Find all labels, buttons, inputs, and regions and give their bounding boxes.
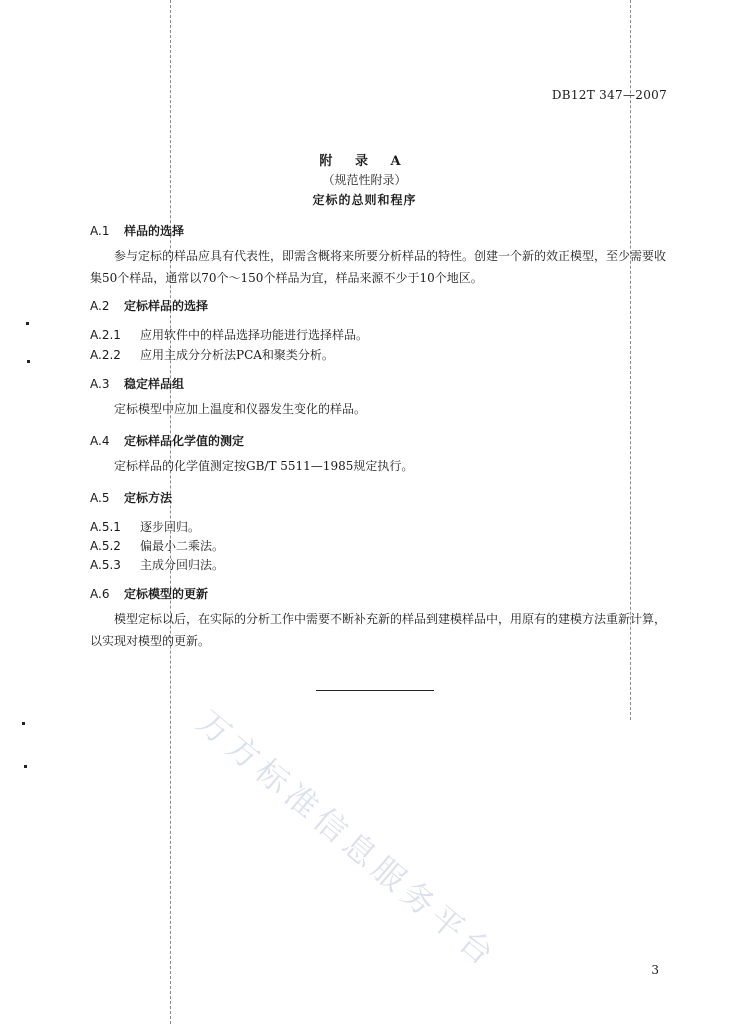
item-text: 主成分回归法。	[140, 558, 225, 572]
section-number: A.5	[90, 491, 110, 505]
watermark: 万方标准信息服务平台	[189, 702, 506, 976]
list-item	[90, 518, 200, 535]
annex-title: 附 录 A	[319, 154, 410, 169]
section-title: 定标方法	[124, 491, 173, 505]
section-heading	[90, 375, 184, 392]
end-rule	[316, 690, 434, 691]
item-number: A.5.1	[90, 520, 121, 534]
item-number: A.2.1	[90, 328, 121, 342]
item-number: A.5.2	[90, 539, 121, 553]
scan-speck	[27, 360, 30, 363]
section-number: A.4	[90, 434, 110, 448]
page-number: 3	[651, 963, 659, 977]
section-number: A.2	[90, 299, 110, 313]
section-heading	[90, 297, 208, 314]
scan-speck	[26, 322, 29, 325]
list-item	[90, 326, 368, 343]
section-title: 定标模型的更新	[124, 587, 209, 601]
section-heading	[90, 489, 172, 506]
section-number: A.1	[90, 224, 110, 238]
section-title: 稳定样品组	[124, 377, 185, 391]
list-item	[90, 537, 224, 554]
item-text: 应用软件中的样品选择功能进行选择样品。	[140, 328, 369, 342]
item-number: A.2.2	[90, 348, 121, 362]
section-number: A.3	[90, 377, 110, 391]
annex-heading: 定标的总则和程序	[312, 193, 417, 207]
section-paragraph: 模型定标以后，在实际的分析工作中需要不断补充新的样品到建模样品中，用原有的建模方法重新计算，以实现对模型的更新。	[90, 612, 667, 648]
section-heading	[90, 222, 184, 239]
list-item	[90, 346, 334, 363]
item-number: A.5.3	[90, 558, 121, 572]
list-item	[90, 556, 224, 573]
scan-speck	[24, 765, 27, 768]
section-title: 样品的选择	[124, 224, 185, 238]
item-text: 应用主成分分析法PCA和聚类分析。	[140, 348, 334, 362]
section-title: 定标样品的选择	[124, 299, 209, 313]
section-heading	[90, 585, 208, 602]
section-paragraph: 参与定标的样品应具有代表性，即需含概将来所要分析样品的特性。创建一个新的效正模型，至少需要收集50个样品，通常以70个～150个样品为宜，样品来源不少于10个地区。	[90, 249, 667, 285]
section-number: A.6	[90, 587, 110, 601]
document-code: DB12T 347—2007	[551, 88, 667, 102]
section-heading	[90, 432, 244, 449]
annex-subtitle: （规范性附录）	[322, 173, 407, 187]
scan-speck	[22, 722, 25, 725]
section-paragraph: 定标模型中应加上温度和仪器发生变化的样品。	[114, 402, 367, 416]
section-paragraph: 定标样品的化学值测定按GB/T 5511—1985规定执行。	[114, 459, 414, 473]
section-title: 定标样品化学值的测定	[124, 434, 245, 448]
item-text: 逐步回归。	[140, 520, 201, 534]
item-text: 偏最小二乘法。	[140, 539, 225, 553]
